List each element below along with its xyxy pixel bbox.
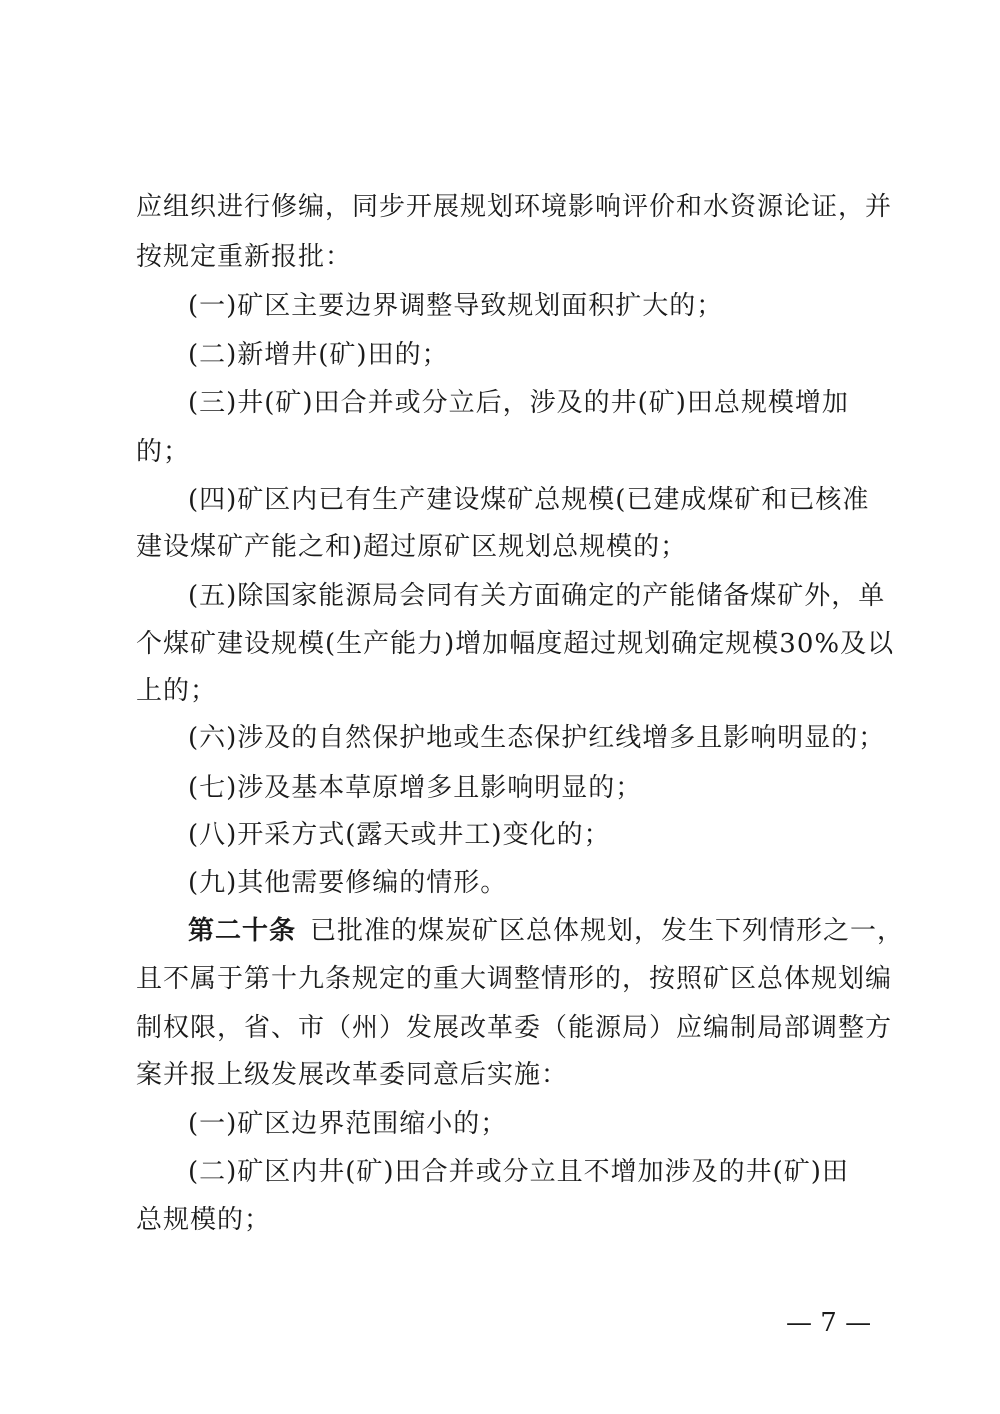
list-item: (四)矿区内已有生产建设煤矿总规模(已建成煤矿和已核准 bbox=[188, 485, 870, 515]
article-label: 第二十条 bbox=[188, 916, 297, 946]
list-item: (八)开采方式(露天或井工)变化的； bbox=[188, 820, 611, 850]
list-item: (三)井(矿)田合并或分立后，涉及的井(矿)田总规模增加 bbox=[188, 388, 849, 418]
list-item: (二)新增井(矿)田的； bbox=[188, 340, 449, 370]
text-line: 按规定重新报批： bbox=[136, 242, 353, 272]
text-line: 且不属于第十九条规定的重大调整情形的，按照矿区总体规划编 bbox=[136, 964, 893, 994]
list-item: (七)涉及基本草原增多且影响明显的； bbox=[188, 773, 643, 803]
text-line: 的； bbox=[136, 437, 191, 467]
text-line: 案并报上级发展改革委同意后实施： bbox=[136, 1060, 569, 1090]
article-text: 已批准的煤炭矿区总体规划，发生下列情形之一， bbox=[310, 916, 905, 946]
text-line: 制权限，省、市（州）发展改革委（能源局）应编制局部调整方 bbox=[136, 1013, 893, 1043]
page-number: — 7 — bbox=[786, 1308, 872, 1338]
list-item: (二)矿区内井(矿)田合并或分立且不增加涉及的井(矿)田 bbox=[188, 1157, 849, 1187]
list-item: (六)涉及的自然保护地或生态保护红线增多且影响明显的； bbox=[188, 723, 886, 753]
text-line: 上的； bbox=[136, 676, 218, 706]
text-line: 建设煤矿产能之和)超过原矿区规划总规模的； bbox=[136, 532, 688, 562]
list-item: (一)矿区边界范围缩小的； bbox=[188, 1109, 508, 1139]
article-20-first-line bbox=[188, 914, 905, 948]
text-line: 应组织进行修编，同步开展规划环境影响评价和水资源论证，并 bbox=[136, 192, 893, 222]
list-item: (五)除国家能源局会同有关方面确定的产能储备煤矿外，单 bbox=[188, 581, 886, 611]
list-item: (九)其他需要修编的情形。 bbox=[188, 868, 508, 898]
text-line: 个煤矿建设规模(生产能力)增加幅度超过规划确定规模30%及以 bbox=[136, 629, 895, 659]
text-line: 总规模的； bbox=[136, 1205, 272, 1235]
list-item: (一)矿区主要边界调整导致规划面积扩大的； bbox=[188, 291, 724, 321]
